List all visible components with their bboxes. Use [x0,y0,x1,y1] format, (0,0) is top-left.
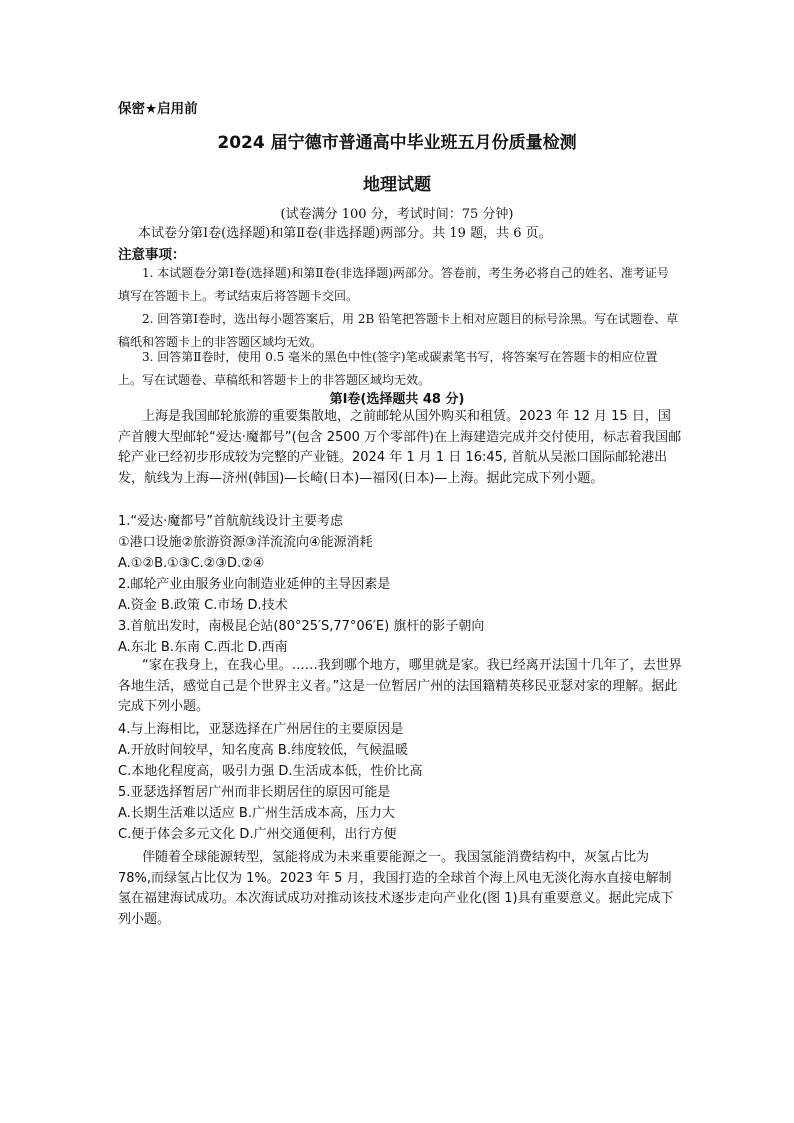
subject-title: 地理试题 [363,175,431,195]
exam-info: (试卷满分 100 分，考试时间：75 分钟) [280,207,514,222]
question-2-stem: 2.邮轮产业由服务业向制造业延伸的主导因素是 [118,577,391,592]
question-4-options-cd: C.本地化程度高，吸引力强 D.生活成本低，性价比高 [118,764,423,779]
exam-description: 本试卷分第Ⅰ卷(选择题)和第Ⅱ卷(非选择题)两部分。共 19 题，共 6 页。 [138,226,552,241]
question-5-stem: 5.亚瑟选择暂居广州而非长期居住的原因可能是 [118,785,391,800]
question-5-options-cd: C.便于体会多元文化 D.广州交通便利，出行方便 [118,827,397,842]
question-2-options: A.资金 B.政策 C.市场 D.技术 [118,598,288,613]
question-3-stem: 3.首航出发时，南极昆仑站(80°25′S,77°06′E) 旗杆的影子朝向 [118,619,485,634]
notice-item: 1. 本试题卷分第Ⅰ卷(选择题)和第Ⅱ卷(非选择题)两部分。答卷前，考生务必将自己的姓名、准考证号填写在答题卡上。考试结束后将答题卡交回。 [118,266,669,303]
exam-title: 2024 届宁德市普通高中毕业班五月份质量检测 [217,133,577,153]
question-4-options-ab: A.开放时间较早，知名度高 B.纬度较低，气候温暖 [118,743,408,758]
question-5-options-ab: A.长期生活难以适应 B.广州生活成本高，压力大 [118,806,395,821]
section-heading: 第Ⅰ卷(选择题共 48 分) [329,392,465,407]
question-1-options: A.①②B.①③C.②③D.②④ [118,556,265,571]
passage-1: 上海是我国邮轮旅游的重要集散地，之前邮轮从国外购买和租赁。2023 年 12 月 15 日，国产首艘大型邮轮“爱达·魔都号”(包含 2500 万个零部件)在上海建造完成并交付使用，标志着我国邮轮产业已经初步形成较为完整的产业链。2024 年 1 月 1 日 16:45, 首航从吴淞口国际邮轮港出发，航线为上海—济州(韩国)—长崎(日本)—福冈(日本)—上海。据此完成下列小题。 [118,409,682,486]
notice-item: 2. 回答第Ⅰ卷时，选出每小题答案后，用 2B 铅笔把答题卡上相对应题目的标号涂黑。写在试题卷、草稿纸和答题卡上的非答题区域均无效。 [118,312,679,349]
question-1-items: ①港口设施②旅游资源③洋流流向④能源消耗 [118,535,373,550]
question-1-stem: 1.“爱达·魔都号”首航航线设计主要考虑 [118,514,344,529]
passage-3: 伴随着全球能源转型，氢能将成为未来重要能源之一。我国氢能消费结构中，灰氢占比为 78%,而绿氢占比仅为 1%。2023 年 5 月，我国打造的全球首个海上风电无淡化海水直接电解制氢在福建海试成功。本次海试成功对推动该技术逐步走向产业化(图 1)具有重要意义。据此完成下列小题。 [118,850,674,927]
notice-item: 3. 回答第Ⅱ卷时，使用 0.5 毫米的黑色中性(签字)笔或碳素笔书写，将答案写在答题卡的相应位置上。写在试题卷、草稿纸和答题卡上的非答题区域均无效。 [118,350,658,387]
question-4-stem: 4.与上海相比，亚瑟选择在广州居住的主要原因是 [118,722,404,737]
confidential-label: 保密★启用前 [118,101,198,117]
passage-2: “家在我身上，在我心里。……我到哪个地方，哪里就是家。我已经离开法国十几年了，去世界各地生活，感觉自己是个世界主义者。”这是一位暂居广州的法国籍精英移民亚瑟对家的理解。据此完成下列小题。 [118,658,682,715]
question-3-options: A.东北 B.东南 C.西北 D.西南 [118,640,288,655]
notice-heading: 注意事项： [118,247,186,263]
